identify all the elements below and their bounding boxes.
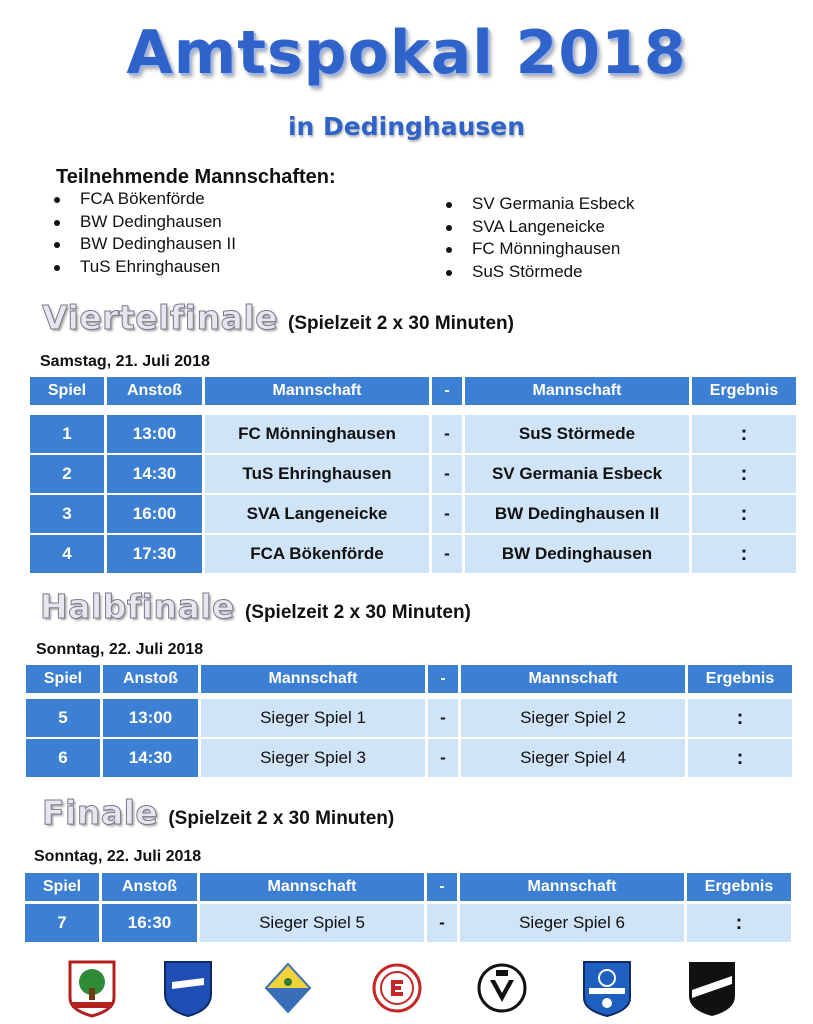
- club-crest-germania-icon: [371, 958, 423, 1018]
- result-field: [692, 495, 796, 533]
- column-header-dash: -: [432, 377, 462, 405]
- kickoff-time: [102, 904, 197, 942]
- vs-dash: [428, 739, 458, 777]
- kickoff-time-text: 14:30: [128, 748, 173, 767]
- result-field: [692, 455, 796, 493]
- table-row: [25, 904, 791, 942]
- sponsor-logos: [0, 958, 813, 1022]
- round-name: Viertelfinale: [42, 298, 279, 337]
- away-team-text: BW Dedinghausen II: [494, 504, 660, 523]
- vs-dash: [432, 495, 462, 533]
- team-item: BW Dedinghausen II: [52, 233, 236, 256]
- column-header-anstoss: Anstoß: [102, 873, 197, 901]
- column-header-dash: -: [427, 873, 457, 901]
- round-date: Samstag, 21. Juli 2018: [40, 353, 210, 370]
- team-item: FCA Bökenförde: [52, 188, 236, 211]
- spiel-number-text: 1: [62, 424, 72, 443]
- round-title-finale: [42, 793, 394, 832]
- column-header-mannschaft: Mannschaft: [205, 377, 429, 405]
- match-table-halbfinale: [26, 665, 792, 779]
- spiel-number: [30, 535, 104, 573]
- vs-dash: [428, 699, 458, 737]
- spiel-number-text: 3: [62, 504, 72, 523]
- round-note: (Spielzeit 2 x 30 Minuten): [288, 313, 514, 334]
- away-team: [465, 535, 689, 573]
- club-crest-shield-icon: [162, 958, 214, 1018]
- team-item: FC Mönninghausen: [444, 238, 635, 261]
- column-header-ergebnis: Ergebnis: [687, 873, 791, 901]
- home-team: [201, 739, 425, 777]
- table-row: [30, 535, 796, 573]
- vs-dash-text: -: [444, 504, 450, 523]
- spiel-number-text: 6: [58, 748, 68, 767]
- kickoff-time-text: 16:00: [132, 504, 177, 523]
- result-field-text: :: [740, 462, 748, 485]
- home-team: [201, 699, 425, 737]
- spiel-number-text: 7: [57, 913, 67, 932]
- page-title: Amtspokal 2018: [126, 18, 687, 88]
- result-field-text: :: [740, 422, 748, 445]
- home-team-text: TuS Ehringhausen: [242, 464, 392, 483]
- kickoff-time-text: 13:00: [132, 424, 177, 443]
- round-date: Sonntag, 22. Juli 2018: [36, 641, 204, 658]
- kickoff-time: [103, 699, 198, 737]
- home-team: [205, 415, 429, 453]
- home-team: [200, 904, 424, 942]
- result-field: [688, 699, 792, 737]
- round-title-halbfinale: [40, 587, 471, 626]
- away-team: [465, 415, 689, 453]
- club-crest-sus-icon: [686, 958, 738, 1018]
- kickoff-time: [103, 739, 198, 777]
- spiel-number-text: 5: [58, 708, 68, 727]
- column-header-mannschaft: Mannschaft: [461, 665, 685, 693]
- result-field: [692, 535, 796, 573]
- team-item: SV Germania Esbeck: [444, 193, 635, 216]
- teams-heading: Teilnehmende Mannschaften:: [56, 166, 336, 188]
- kickoff-time: [107, 455, 202, 493]
- result-field: [687, 904, 791, 942]
- kickoff-time: [107, 535, 202, 573]
- away-team-text: SuS Störmede: [518, 424, 636, 443]
- column-header-mannschaft: Mannschaft: [201, 665, 425, 693]
- round-date: Sonntag, 22. Juli 2018: [34, 848, 202, 865]
- kickoff-time-text: 13:00: [128, 708, 173, 727]
- spiel-number: [26, 699, 100, 737]
- club-crest-diamond-icon: [262, 958, 314, 1018]
- away-team-text: Sieger Spiel 2: [520, 708, 626, 727]
- away-team: [465, 455, 689, 493]
- result-field-text: :: [736, 746, 744, 769]
- team-item: SuS Störmede: [444, 261, 635, 284]
- spiel-number: [30, 455, 104, 493]
- result-field-text: :: [740, 542, 748, 565]
- home-team-text: Sieger Spiel 3: [260, 748, 366, 767]
- vs-dash: [432, 535, 462, 573]
- spiel-number: [26, 739, 100, 777]
- home-team: [205, 455, 429, 493]
- column-header-dash: -: [428, 665, 458, 693]
- team-list-left: [52, 188, 236, 278]
- table-header: [25, 873, 791, 901]
- table-row: [26, 739, 792, 777]
- kickoff-time-text: 16:30: [127, 913, 172, 932]
- result-field-text: :: [736, 706, 744, 729]
- column-header-anstoss: Anstoß: [107, 377, 202, 405]
- table-row: [30, 415, 796, 453]
- page-subtitle: in Dedinghausen: [287, 112, 526, 141]
- column-header-mannschaft: Mannschaft: [465, 377, 689, 405]
- away-team-text: Sieger Spiel 4: [520, 748, 626, 767]
- table-header: [30, 377, 796, 405]
- column-header-mannschaft: Mannschaft: [200, 873, 424, 901]
- vs-dash: [432, 415, 462, 453]
- team-item: TuS Ehringhausen: [52, 256, 236, 279]
- column-header-anstoss: Anstoß: [103, 665, 198, 693]
- home-team: [205, 495, 429, 533]
- table-row: [30, 455, 796, 493]
- result-field-text: :: [740, 502, 748, 525]
- round-note: (Spielzeit 2 x 30 Minuten): [244, 602, 471, 623]
- home-team-text: SVA Langeneicke: [246, 504, 388, 523]
- vs-dash-text: -: [444, 464, 450, 483]
- away-team: [461, 699, 685, 737]
- away-team: [465, 495, 689, 533]
- column-header-spiel: Spiel: [25, 873, 99, 901]
- vs-dash-text: -: [439, 913, 445, 932]
- kickoff-time: [107, 495, 202, 533]
- spiel-number-text: 4: [62, 544, 72, 563]
- vs-dash: [432, 455, 462, 493]
- away-team-text: Sieger Spiel 6: [519, 913, 625, 932]
- spiel-number: [25, 904, 99, 942]
- away-team-text: BW Dedinghausen: [501, 544, 653, 563]
- kickoff-time-text: 17:30: [132, 544, 177, 563]
- home-team-text: Sieger Spiel 5: [259, 913, 365, 932]
- team-item: SVA Langeneicke: [444, 216, 635, 239]
- column-header-spiel: Spiel: [26, 665, 100, 693]
- table-row: [30, 495, 796, 533]
- result-field: [692, 415, 796, 453]
- round-name: Finale: [42, 793, 159, 832]
- club-crest-sv-icon: [476, 958, 528, 1018]
- round-title-viertelfinale: [42, 298, 514, 337]
- result-field: [688, 739, 792, 777]
- table-header: [26, 665, 792, 693]
- club-crest-moenninghausen-icon: [581, 958, 633, 1018]
- vs-dash-text: -: [440, 708, 446, 727]
- away-team: [461, 739, 685, 777]
- vs-dash: [427, 904, 457, 942]
- result-field-text: :: [735, 911, 743, 934]
- table-row: [26, 699, 792, 737]
- kickoff-time-text: 14:30: [132, 464, 177, 483]
- home-team: [205, 535, 429, 573]
- spiel-number: [30, 495, 104, 533]
- column-header-mannschaft: Mannschaft: [460, 873, 684, 901]
- away-team-text: SV Germania Esbeck: [491, 464, 663, 483]
- kickoff-time: [107, 415, 202, 453]
- vs-dash-text: -: [444, 424, 450, 443]
- column-header-ergebnis: Ergebnis: [692, 377, 796, 405]
- away-team: [460, 904, 684, 942]
- match-table-viertelfinale: [30, 377, 796, 575]
- vs-dash-text: -: [444, 544, 450, 563]
- spiel-number: [30, 415, 104, 453]
- spiel-number-text: 2: [62, 464, 72, 483]
- home-team-text: Sieger Spiel 1: [260, 708, 366, 727]
- home-team-text: FC Mönninghausen: [238, 424, 396, 443]
- round-name: Halbfinale: [40, 587, 235, 626]
- round-note: (Spielzeit 2 x 30 Minuten): [168, 808, 395, 829]
- club-crest-tree-icon: [66, 958, 118, 1018]
- team-item: BW Dedinghausen: [52, 211, 236, 234]
- team-list-right: [444, 193, 635, 283]
- column-header-spiel: Spiel: [30, 377, 104, 405]
- column-header-ergebnis: Ergebnis: [688, 665, 792, 693]
- match-table-finale: [25, 873, 791, 944]
- vs-dash-text: -: [440, 748, 446, 767]
- home-team-text: FCA Bökenförde: [250, 544, 384, 563]
